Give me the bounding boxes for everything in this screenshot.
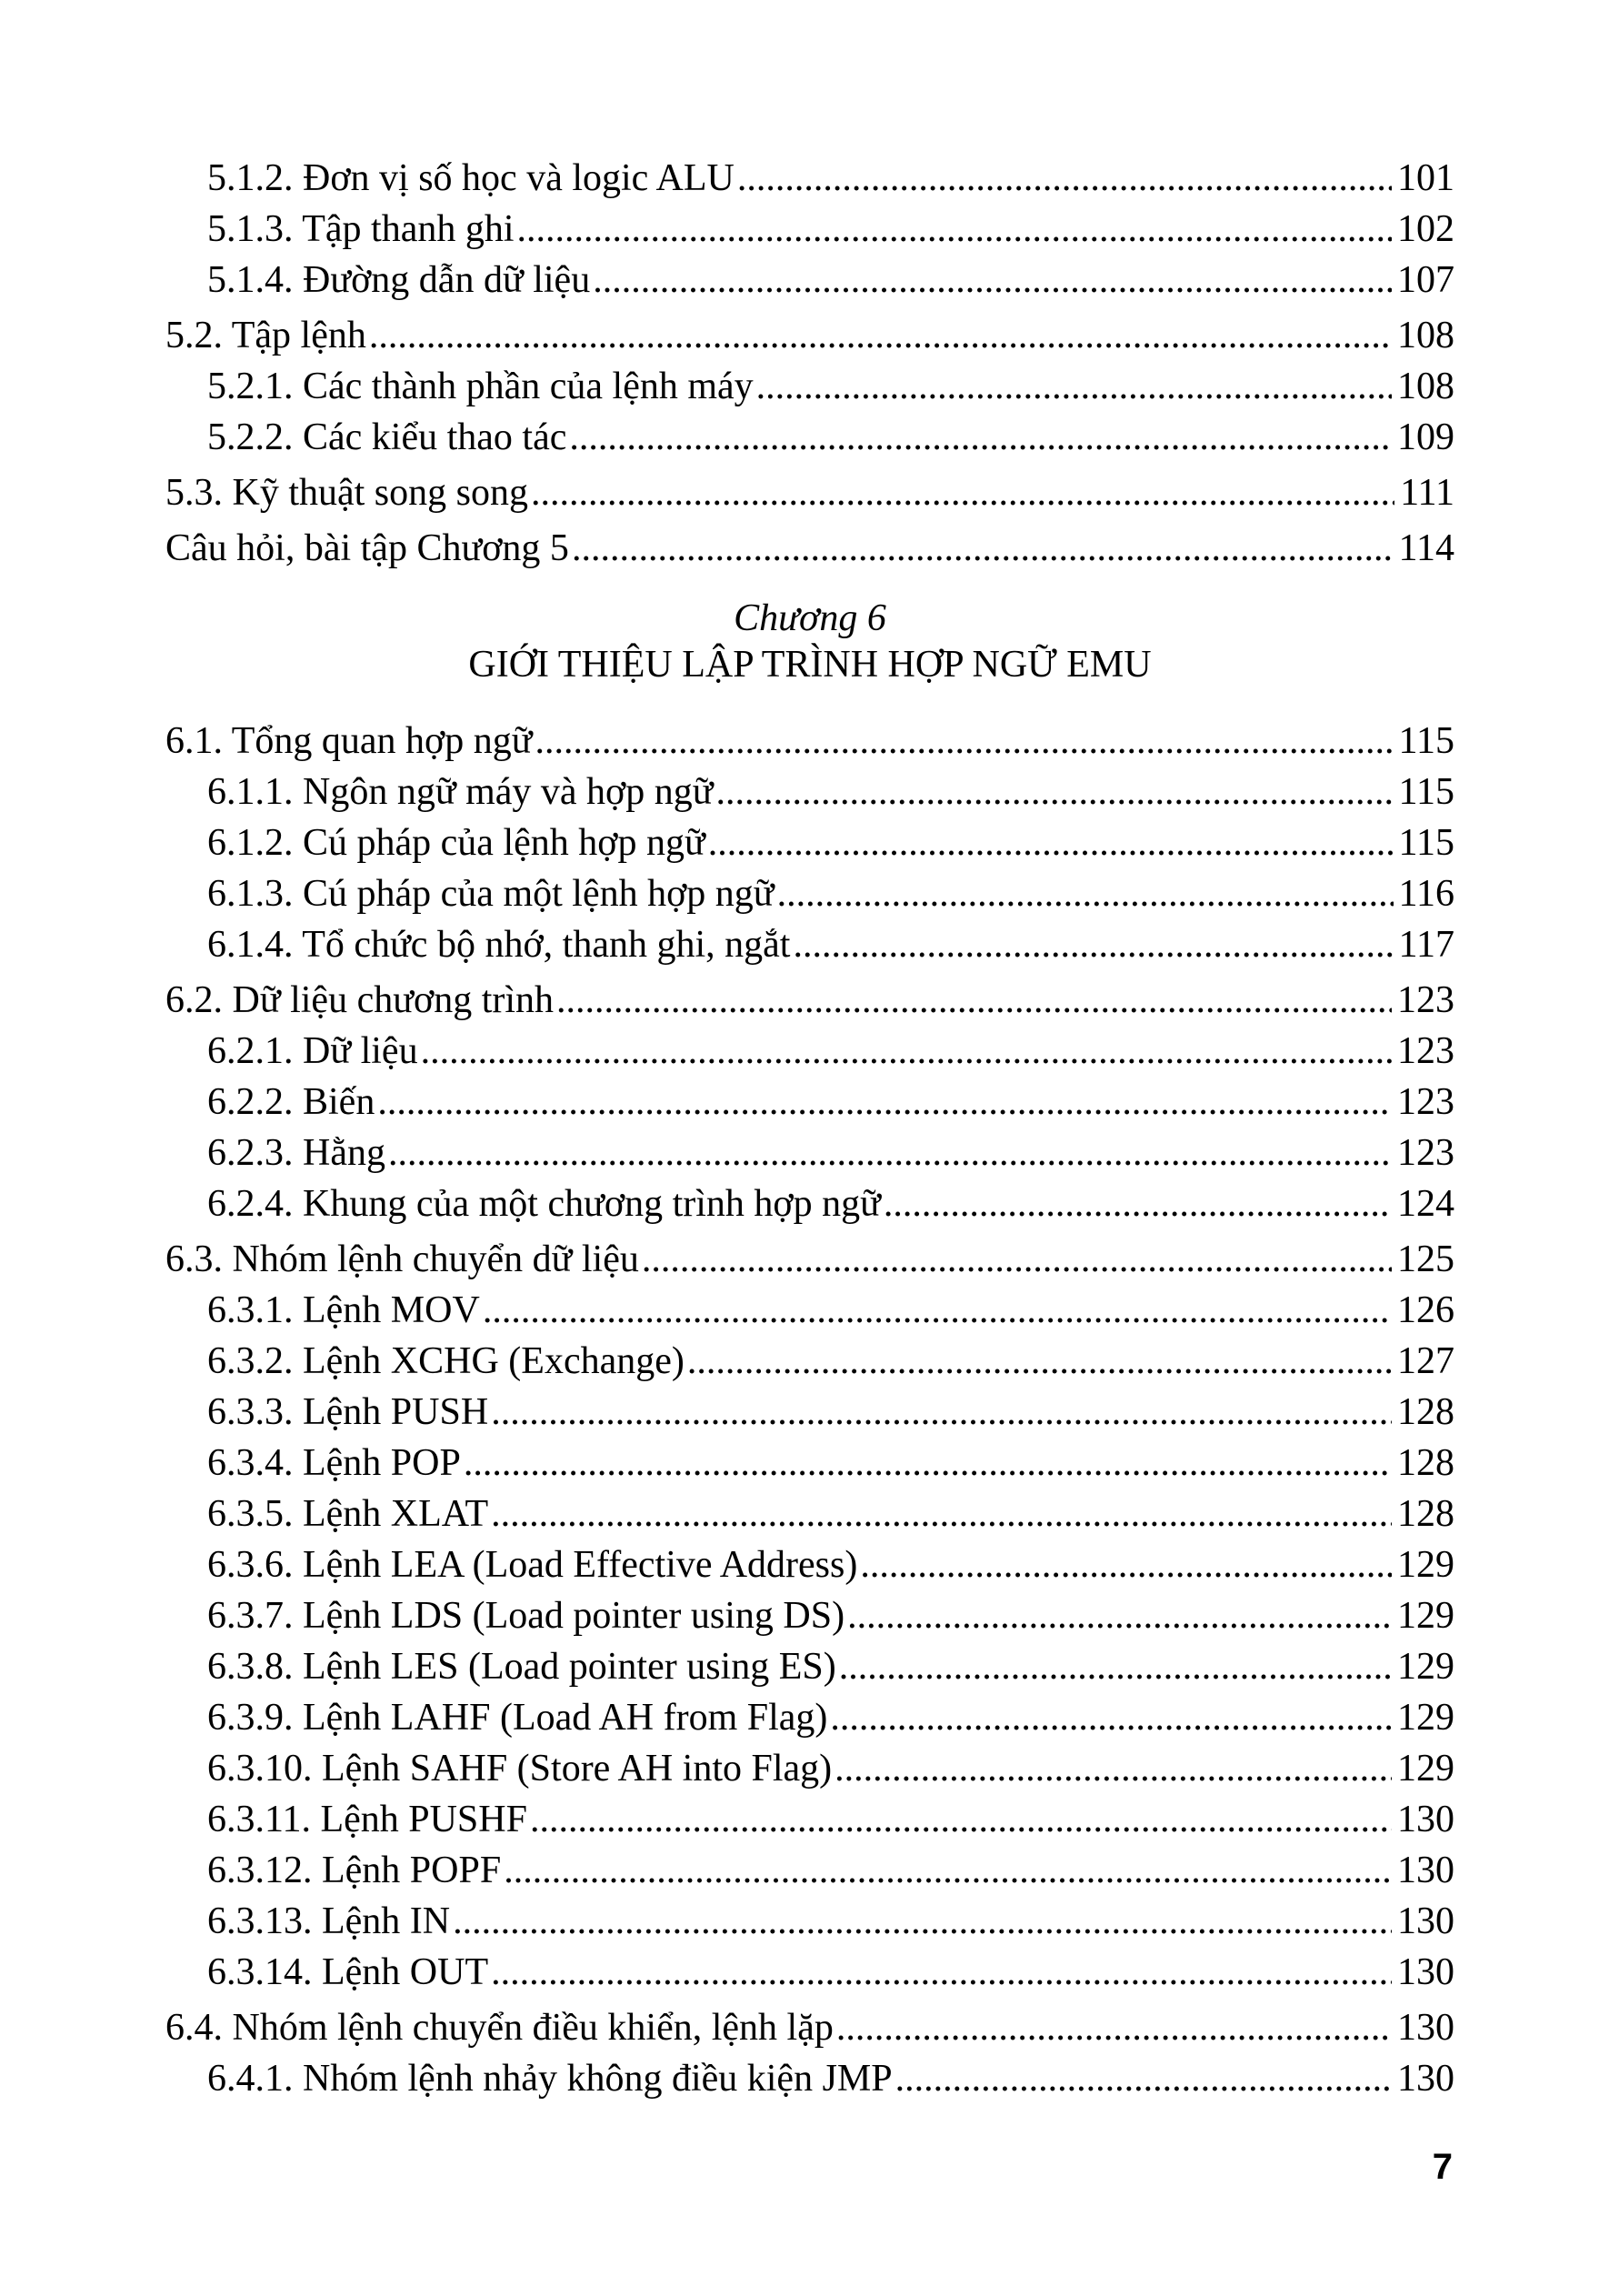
dot-leader <box>793 919 1393 970</box>
toc-entry <box>165 1794 1454 1845</box>
dot-leader <box>756 361 1392 412</box>
toc-entry-label: 6.3.4. Lệnh POP <box>207 1442 461 1484</box>
dot-leader <box>716 767 1394 817</box>
table-of-contents <box>165 153 1454 2104</box>
toc-entry <box>165 1387 1454 1438</box>
toc-entry-page: 129 <box>1397 1697 1454 1739</box>
toc-entry-page: 130 <box>1397 1900 1454 1942</box>
toc-entry-page: 123 <box>1397 1132 1454 1174</box>
toc-entry-label: 5.1.3. Tập thanh ghi <box>207 208 515 250</box>
toc-entry <box>165 817 1454 868</box>
toc-entry-page: 123 <box>1397 1081 1454 1123</box>
toc-entry-label: 5.1.4. Đường dẫn dữ liệu <box>207 259 591 301</box>
toc-entry <box>165 1743 1454 1794</box>
dot-leader <box>884 1178 1392 1229</box>
toc-entry-page: 124 <box>1397 1183 1454 1225</box>
toc-entry-label: 6.3.6. Lệnh LEA (Load Effective Address) <box>207 1544 858 1586</box>
toc-entry-page: 101 <box>1397 157 1454 199</box>
toc-entry-label: 6.2.1. Dữ liệu <box>207 1030 418 1072</box>
toc-entry <box>165 1285 1454 1336</box>
dot-leader <box>535 716 1394 767</box>
toc-entry <box>165 523 1454 574</box>
toc-entry <box>165 919 1454 970</box>
toc-entry <box>165 1128 1454 1178</box>
toc-entry-page: 123 <box>1397 979 1454 1021</box>
toc-entry-label: Câu hỏi, bài tập Chương 5 <box>165 527 569 569</box>
toc-entry-page: 128 <box>1397 1493 1454 1535</box>
dot-leader <box>377 1077 1392 1128</box>
toc-entry <box>165 1641 1454 1692</box>
dot-leader <box>388 1128 1392 1178</box>
dot-leader <box>483 1285 1392 1336</box>
dot-leader <box>421 1026 1392 1077</box>
toc-entry-page: 117 <box>1398 924 1454 966</box>
toc-entry-label: 6.1.1. Ngôn ngữ máy và hợp ngữ <box>207 771 714 813</box>
dot-leader <box>572 523 1394 574</box>
toc-entry <box>165 2053 1454 2104</box>
toc-entry-page: 128 <box>1397 1442 1454 1484</box>
toc-entry-page: 129 <box>1397 1748 1454 1790</box>
chapter-title: GIỚI THIỆU LẬP TRÌNH HỢP NGỮ EMU <box>468 644 1152 686</box>
dot-leader <box>530 1794 1392 1845</box>
toc-entry-label: 5.2. Tập lệnh <box>165 315 366 356</box>
toc-entry <box>165 412 1454 463</box>
toc-entry <box>165 467 1454 518</box>
toc-entry <box>165 1234 1454 1285</box>
toc-entry-page: 130 <box>1397 1799 1454 1840</box>
toc-entry-label: 6.1.2. Cú pháp của lệnh hợp ngữ <box>207 822 705 864</box>
toc-entry <box>165 868 1454 919</box>
toc-entry-label: 6.1.3. Cú pháp của một lệnh hợp ngữ <box>207 873 775 915</box>
dot-leader <box>687 1336 1392 1387</box>
dot-leader <box>860 1539 1392 1590</box>
toc-entry-page: 130 <box>1397 1951 1454 1993</box>
toc-entry-label: 6.1.4. Tổ chức bộ nhớ, thanh ghi, ngắt <box>207 924 791 966</box>
toc-entry <box>165 1590 1454 1641</box>
toc-entry-label: 5.1.2. Đơn vị số học và logic ALU <box>207 157 735 199</box>
toc-section-chapter-5 <box>165 153 1454 574</box>
toc-entry-page: 111 <box>1400 472 1454 514</box>
toc-entry-page: 126 <box>1397 1289 1454 1331</box>
toc-entry <box>165 1896 1454 1947</box>
dot-leader <box>737 153 1392 204</box>
dot-leader <box>491 1947 1392 1998</box>
toc-entry-page: 114 <box>1398 527 1454 569</box>
toc-entry-page: 128 <box>1397 1391 1454 1433</box>
toc-entry-page: 125 <box>1397 1238 1454 1280</box>
toc-entry <box>165 1947 1454 1998</box>
toc-entry-label: 6.3.2. Lệnh XCHG (Exchange) <box>207 1340 685 1382</box>
dot-leader <box>708 817 1394 868</box>
toc-entry <box>165 767 1454 817</box>
toc-entry-label: 6.3.8. Lệnh LES (Load pointer using ES) <box>207 1646 836 1688</box>
toc-entry-label: 6.4. Nhóm lệnh chuyển điều khiển, lệnh lặp <box>165 2007 834 2049</box>
dot-leader <box>453 1896 1392 1947</box>
toc-entry-page: 108 <box>1397 366 1454 407</box>
toc-entry-label: 6.3.7. Lệnh LDS (Load pointer using DS) <box>207 1595 845 1637</box>
toc-entry-label: 6.2.2. Biến <box>207 1081 375 1123</box>
toc-entry <box>165 153 1454 204</box>
toc-entry <box>165 1438 1454 1489</box>
toc-entry-label: 5.2.1. Các thành phần của lệnh máy <box>207 366 754 407</box>
toc-entry <box>165 204 1454 255</box>
toc-entry-page: 115 <box>1398 720 1454 762</box>
toc-entry <box>165 1336 1454 1387</box>
toc-entry-label: 6.3.9. Lệnh LAHF (Load AH from Flag) <box>207 1697 828 1739</box>
toc-entry-page: 116 <box>1398 873 1454 915</box>
toc-entry <box>165 1026 1454 1077</box>
chapter-number: Chương 6 <box>734 597 886 639</box>
dot-leader <box>504 1845 1392 1896</box>
toc-entry-label: 6.3.11. Lệnh PUSHF <box>207 1799 527 1840</box>
toc-entry <box>165 1077 1454 1128</box>
toc-entry-page: 123 <box>1397 1030 1454 1072</box>
toc-entry <box>165 1489 1454 1539</box>
toc-entry <box>165 1178 1454 1229</box>
toc-entry-page: 115 <box>1398 771 1454 813</box>
toc-entry-page: 129 <box>1397 1595 1454 1637</box>
dot-leader <box>642 1234 1392 1285</box>
toc-entry-page: 109 <box>1397 416 1454 458</box>
toc-entry-page: 102 <box>1397 208 1454 250</box>
dot-leader <box>531 467 1394 518</box>
dot-leader <box>830 1692 1392 1743</box>
toc-entry <box>165 1845 1454 1896</box>
chapter-heading <box>165 596 1454 688</box>
toc-entry <box>165 975 1454 1026</box>
toc-entry-page: 107 <box>1397 259 1454 301</box>
toc-entry-label: 6.3.14. Lệnh OUT <box>207 1951 489 1993</box>
page-number: 7 <box>1432 2147 1453 2187</box>
toc-entry-page: 129 <box>1397 1646 1454 1688</box>
toc-entry <box>165 1539 1454 1590</box>
toc-entry-page: 108 <box>1397 315 1454 356</box>
toc-section-chapter-6 <box>165 716 1454 2104</box>
toc-entry-label: 6.2. Dữ liệu chương trình <box>165 979 555 1021</box>
toc-entry <box>165 310 1454 361</box>
toc-entry-label: 6.3.5. Lệnh XLAT <box>207 1493 489 1535</box>
toc-entry <box>165 716 1454 767</box>
toc-entry-page: 127 <box>1397 1340 1454 1382</box>
toc-entry-page: 115 <box>1398 822 1454 864</box>
toc-entry-page: 129 <box>1397 1544 1454 1586</box>
toc-entry-label: 6.1. Tổng quan hợp ngữ <box>165 720 533 762</box>
dot-leader <box>491 1387 1392 1438</box>
toc-entry-page: 130 <box>1397 2058 1454 2100</box>
dot-leader <box>464 1438 1392 1489</box>
toc-entry-label: 6.3.12. Lệnh POPF <box>207 1850 502 1891</box>
toc-entry-page: 130 <box>1397 2007 1454 2049</box>
toc-entry-page: 130 <box>1397 1850 1454 1891</box>
toc-entry-label: 6.3.13. Lệnh IN <box>207 1900 451 1942</box>
toc-entry <box>165 1692 1454 1743</box>
dot-leader <box>836 2002 1392 2053</box>
toc-entry <box>165 361 1454 412</box>
toc-entry-label: 5.2.2. Các kiểu thao tác <box>207 416 567 458</box>
toc-entry <box>165 2002 1454 2053</box>
dot-leader <box>839 1641 1392 1692</box>
toc-entry-label: 6.2.3. Hằng <box>207 1132 385 1174</box>
dot-leader <box>777 868 1394 919</box>
toc-entry-label: 6.3.10. Lệnh SAHF (Store AH into Flag) <box>207 1748 833 1790</box>
dot-leader <box>593 255 1392 306</box>
dot-leader <box>556 975 1392 1026</box>
toc-entry-label: 6.2.4. Khung của một chương trình hợp ngữ <box>207 1183 881 1225</box>
dot-leader <box>491 1489 1392 1539</box>
toc-entry <box>165 255 1454 306</box>
toc-entry-label: 6.3.3. Lệnh PUSH <box>207 1391 489 1433</box>
dot-leader <box>517 204 1392 255</box>
dot-leader <box>847 1590 1392 1641</box>
dot-leader <box>895 2053 1392 2104</box>
dot-leader <box>369 310 1392 361</box>
toc-entry-label: 6.4.1. Nhóm lệnh nhảy không điều kiện JMP <box>207 2058 893 2100</box>
dot-leader <box>834 1743 1392 1794</box>
toc-entry-label: 5.3. Kỹ thuật song song <box>165 472 528 514</box>
toc-entry-label: 6.3. Nhóm lệnh chuyển dữ liệu <box>165 1238 639 1280</box>
dot-leader <box>569 412 1392 463</box>
toc-entry-label: 6.3.1. Lệnh MOV <box>207 1289 480 1331</box>
